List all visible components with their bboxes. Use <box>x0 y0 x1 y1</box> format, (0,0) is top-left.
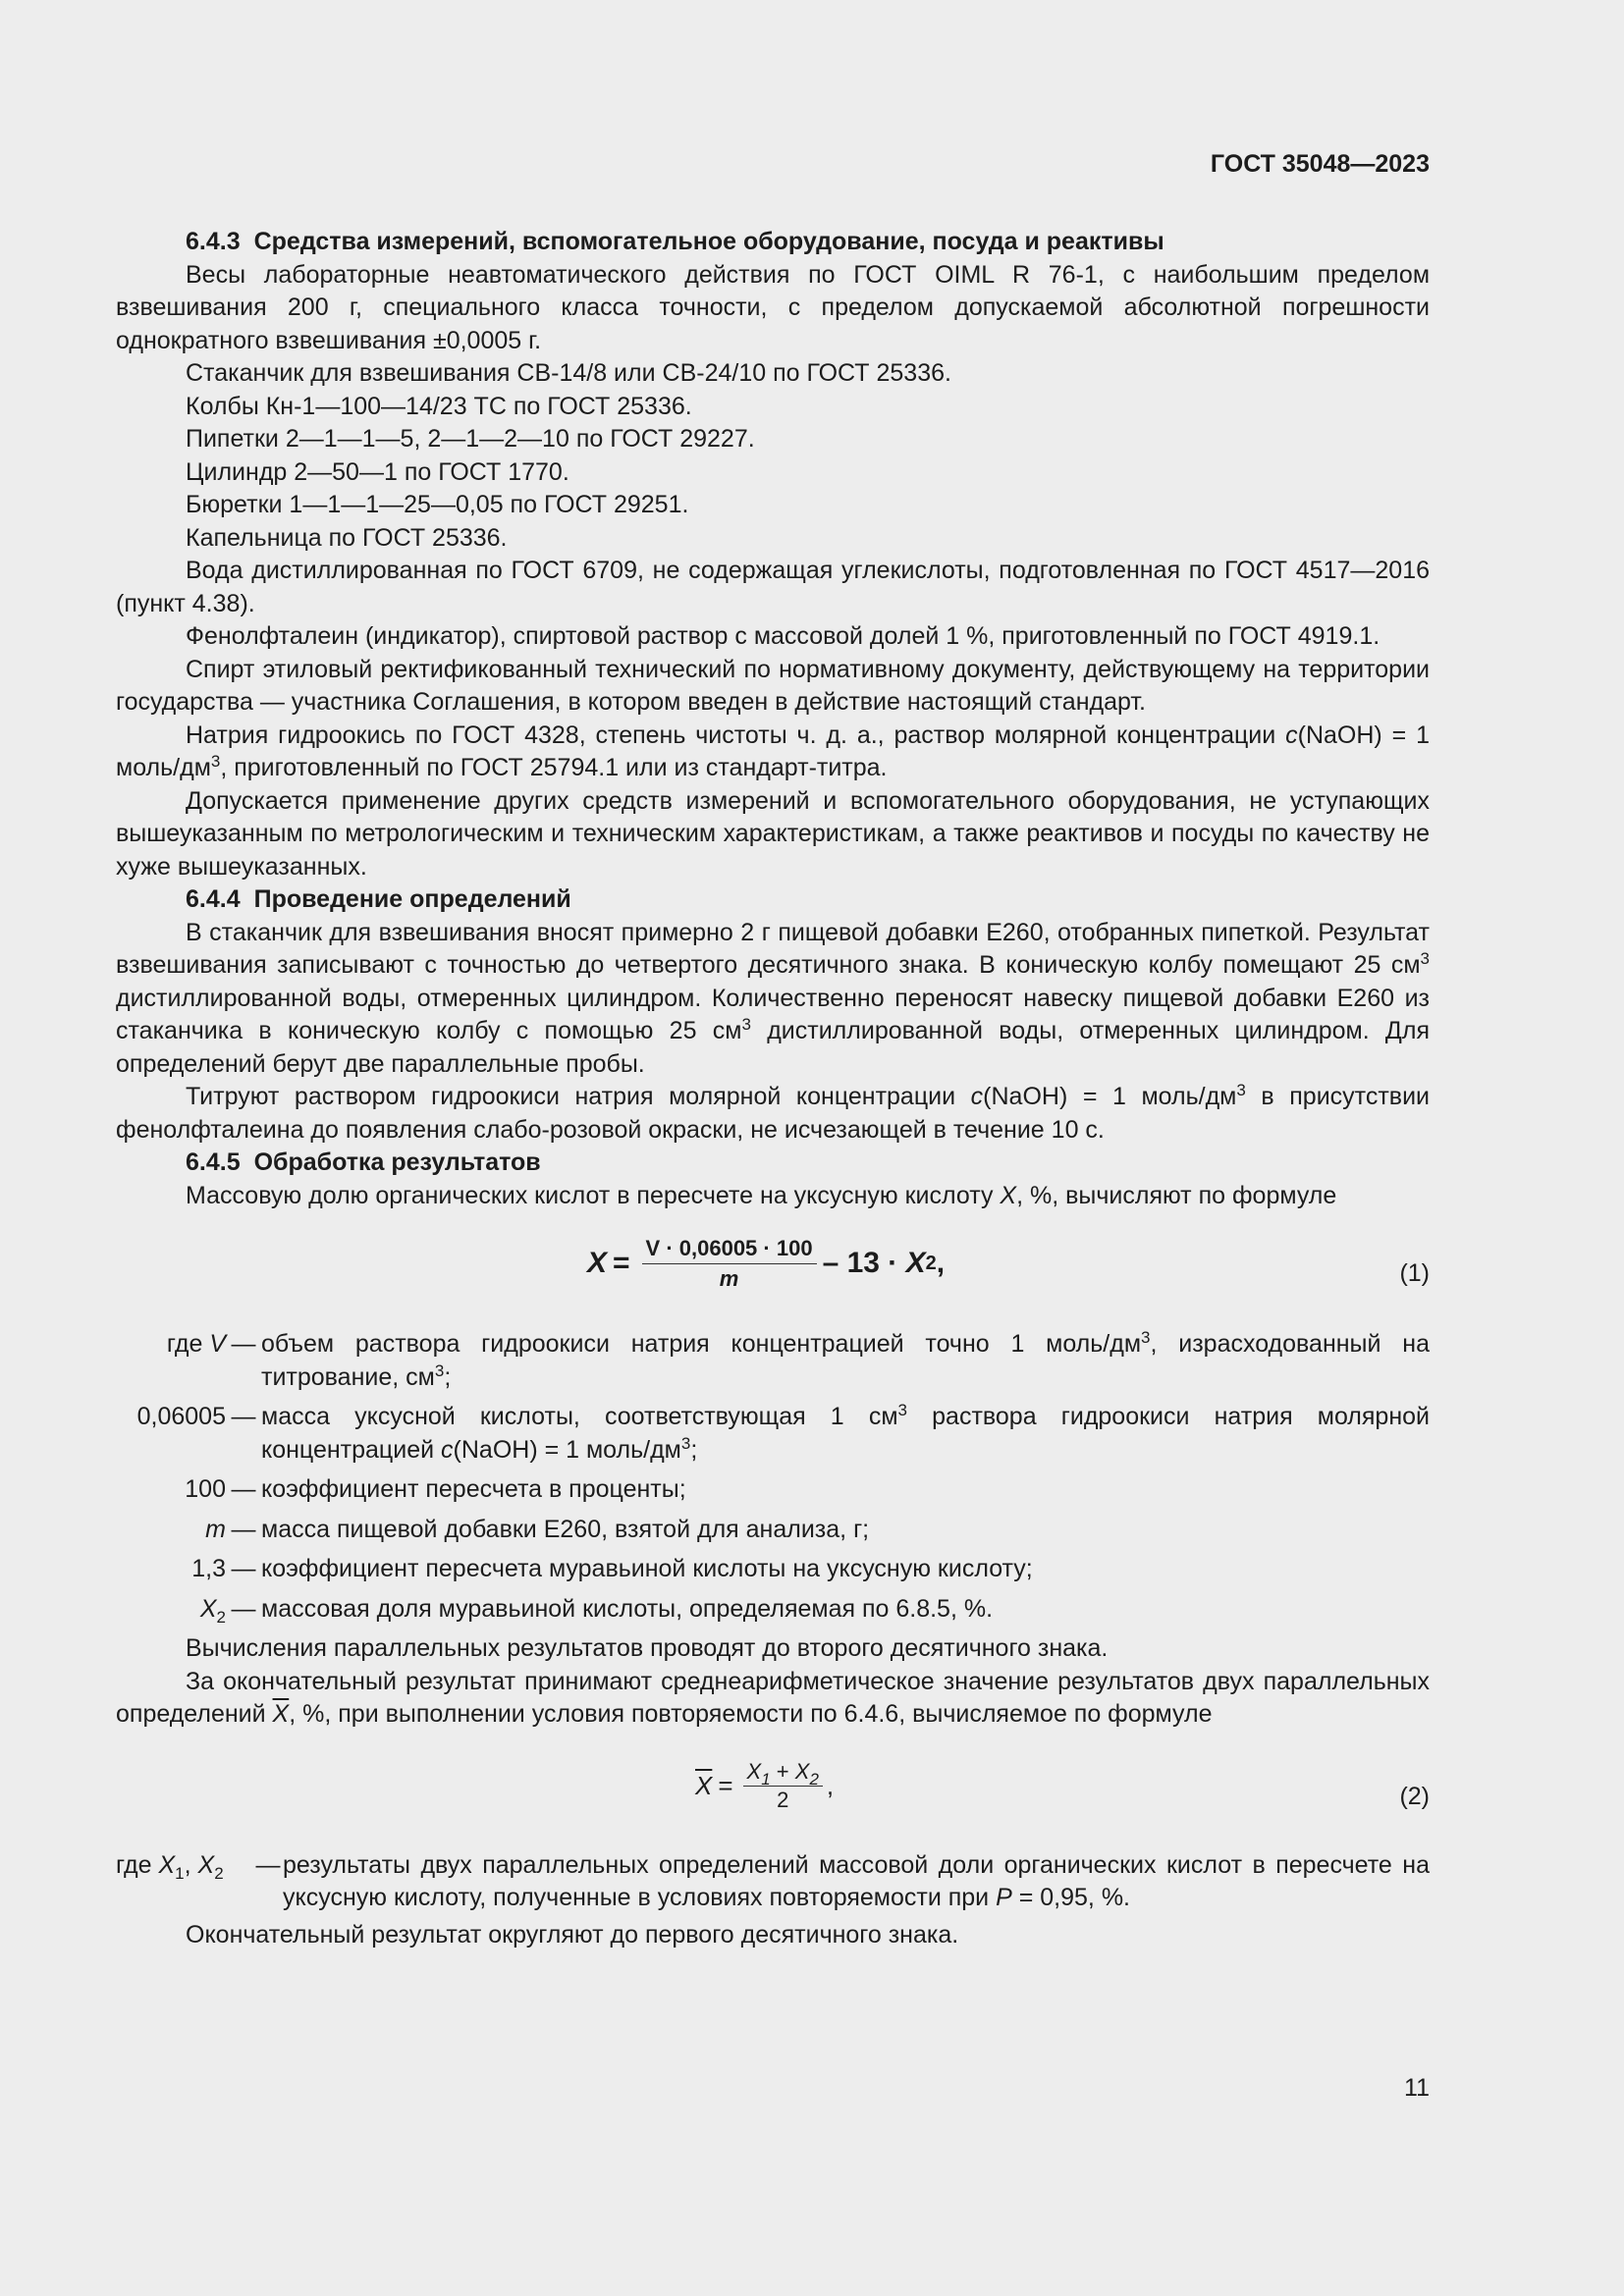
formula-1 <box>116 1220 1430 1307</box>
definition-item: m — масса пищевой добавки Е260, взятой для анализа, г; <box>205 1515 870 1543</box>
paragraph: Фенолфталеин (индикатор), спиртовой раствор с массовой долей 1 %, приготовленный по ГОСТ 4919.1. <box>186 622 1380 650</box>
formula-2-body: $\overline{X}$ = $\frac{X_1 + X_2}{2}$ , <box>695 1759 835 1812</box>
paragraph: Бюретки 1—1—1—25—0,05 по ГОСТ 29251. <box>186 491 689 518</box>
paragraph: Стаканчик для взвешивания СВ-14/8 или СВ-24/10 по ГОСТ 25336. <box>186 359 951 387</box>
variable-definitions <box>116 1328 1430 1626</box>
paragraph: Допускается применение других средств измерений и вспомогательного оборудования, не уступающих вышеуказанным по метрологическим и техническим характеристикам, а также реактивов и посуды по качеству не хуже вышеуказанных. <box>116 786 1430 881</box>
paragraph: Вычисления параллельных результатов проводят до второго десятичного знака. <box>186 1634 1109 1662</box>
paragraph: Массовую долю органических кислот в пересчете на уксусную кислоту X, %, вычисляют по формуле <box>186 1181 1337 1209</box>
section-heading-6-4-3 <box>116 226 1430 259</box>
denominator: m <box>719 1265 739 1291</box>
paragraph: Вода дистиллированная по ГОСТ 6709, не содержащая углекислоты, подготовленная по ГОСТ 4517—2016 (пункт 4.38). <box>116 557 1430 617</box>
numerator: $X_1 + X_2$ <box>743 1758 823 1787</box>
section-title: Средства измерений, вспомогательное оборудование, посуда и реактивы <box>253 228 1164 255</box>
paragraph: За окончательный результат принимают среднеарифметическое значение результатов двух параллельных определений $\overline{X}$, %, при выполнении условия повторяемости по 6.4.6, вычисляемое по формуле <box>116 1667 1430 1728</box>
document-page <box>116 0 1430 2296</box>
numerator: V · 0,06005 · 100 <box>642 1234 817 1264</box>
document-body <box>116 226 1430 1951</box>
paragraph: Цилиндр 2—50—1 по ГОСТ 1770. <box>186 457 569 486</box>
section-title: Проведение определений <box>253 885 571 913</box>
section-number: 6.4.5 <box>186 1148 241 1176</box>
section-title: Обработка результатов <box>253 1148 541 1176</box>
section-number: 6.4.3 <box>186 228 241 255</box>
paragraph: Титруют раствором гидроокиси натрия молярной концентрации c(NaOH) = 1 моль/$дм^3$ в присутствии фенолфталеина до появления слабо-розовой окраски, не исчезающей в течение 10 с. <box>116 1081 1431 1144</box>
paragraph: Окончательный результат округляют до первого десятичного знака. <box>186 1920 959 1949</box>
section-number: 6.4.4 <box>186 885 241 913</box>
paragraph: Спирт этиловый ректификованный технический по нормативному документу, действующему на территории государства — участника Соглашения, в котором введен в действие настоящий стандарт. <box>116 655 1430 716</box>
denominator: 2 <box>777 1788 789 1812</box>
formula-1-body: X = $\frac{V \cdot 0,06005 \cdot 100}{m}$ – 13 · X 2 , <box>587 1220 945 1307</box>
paragraph: В стаканчик для взвешивания вносят примерно 2 г пищевой добавки Е260, отобранных пипеткой. Результат взвешивания записывают с точностью до четвертого десятичного знака. В коническую колбу помещают 25 $см^3$ дистиллированной воды, отмеренных цилиндром. Количественно переносят навеску пищевой добавки Е260 из стаканчика в коническую колбу с помощью 25 $см^3$ дистиллированной воды, отмеренных цилиндром. Для определений берут две параллельные пробы. <box>116 918 1430 1078</box>
formula-number: (1) <box>1399 1259 1430 1287</box>
paragraph: Капельница по ГОСТ 25336. <box>186 523 508 552</box>
definition-item: 100 — коэффициент пересчета в проценты; <box>185 1475 686 1503</box>
formula-number: (2) <box>1399 1782 1430 1810</box>
formula-2 <box>116 1745 1430 1828</box>
fraction <box>642 1234 817 1294</box>
document-id-header: ГОСТ 35048—2023 <box>1210 150 1430 178</box>
definition-item: 0,06005 — масса уксусной кислоты, соответствующая 1 $см^3$ раствора гидроокиси натрия молярной концентрацией c(NaOH) = 1 моль/$дм^3$; <box>136 1401 1431 1464</box>
paragraph: Колбы Кн-1—100—14/23 ТС по ГОСТ 25336. <box>186 392 692 420</box>
section-heading-6-4-4 <box>116 883 1430 917</box>
paragraph: Пипетки 2—1—1—5, 2—1—2—10 по ГОСТ 29227. <box>186 425 755 453</box>
section-heading-6-4-5 <box>116 1147 1430 1180</box>
fraction <box>743 1758 823 1814</box>
definition-item: 1,3 — коэффициент пересчета муравьиной кислоты на уксусную кислоту; <box>191 1555 1033 1582</box>
definition-item: $X_2$ — массовая доля муравьиной кислоты, определяемая по 6.8.5, %. <box>199 1594 994 1627</box>
page-number: 11 <box>1404 2074 1430 2102</box>
paragraph: Весы лабораторные неавтоматического действия по ГОСТ OIML R 76-1, с наибольшим пределом взвешивания 200 г, специального класса точности, с пределом допускаемой абсолютной погрешности однократного взвешивания ±0,0005 г. <box>116 260 1430 354</box>
definition-item: где $X_1$, $X_2$ — результаты двух параллельных определений массовой доли органических кислот в пересчете на уксусную кислоту, полученные в условиях повторяемости при P = 0,95, %. <box>116 1850 1430 1911</box>
definition-item: где V — объем раствора гидроокиси натрия концентрацией точно 1 моль/$дм^3$, израсходованный на титрование, $см^3$; <box>166 1328 1430 1391</box>
paragraph: Натрия гидроокись по ГОСТ 4328, степень чистоты ч. д. а., раствор молярной концентрации c(NaOH) = 1 моль/$дм^3$, приготовленный по ГОСТ 25794.1 или из стандарт-титра. <box>116 721 1430 781</box>
